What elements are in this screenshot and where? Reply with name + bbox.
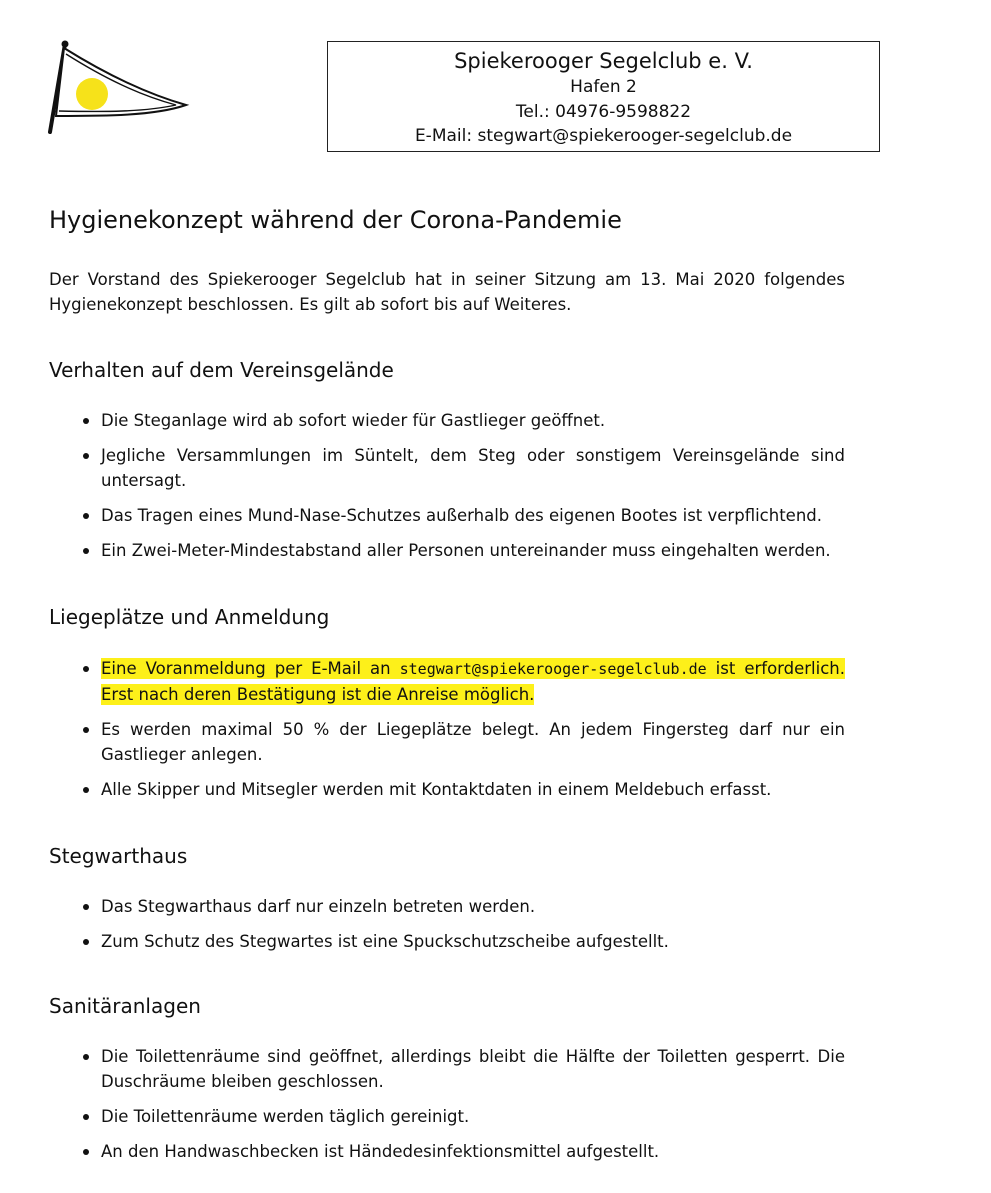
club-email: E-Mail: stegwart@spiekerooger-segelclub.de bbox=[414, 126, 793, 146]
highlight-text-before: Eine Voranmeldung per E-Mail an bbox=[101, 659, 400, 678]
club-address: Hafen 2 bbox=[570, 77, 637, 97]
list-item: Die Toilettenräume werden täglich gereinigt. bbox=[101, 1104, 845, 1129]
section-title-verhalten: Verhalten auf dem Vereinsgelände bbox=[49, 358, 394, 382]
intro-paragraph: Der Vorstand des Spiekerooger Segelclub hat in seiner Sitzung am 13. Mai 2020 folgendes Hygienekonzept beschlossen. Es gilt ab sofort bis auf Weiteres. bbox=[49, 270, 845, 314]
club-phone: Tel.: 04976-9598822 bbox=[515, 101, 692, 122]
section-list-liegeplaetze bbox=[101, 656, 845, 812]
list-item: Alle Skipper und Mitsegler werden mit Kontaktdaten in einem Meldebuch erfasst. bbox=[101, 777, 845, 802]
club-logo bbox=[44, 38, 194, 138]
list-item: An den Handwaschbecken ist Händedesinfektionsmittel aufgestellt. bbox=[101, 1139, 845, 1164]
section-list-stegwarthaus bbox=[101, 894, 845, 964]
section-list-sanitaer bbox=[101, 1044, 845, 1174]
list-item: Zum Schutz des Stegwartes ist eine Spuckschutzscheibe aufgestellt. bbox=[101, 929, 845, 954]
list-item: Es werden maximal 50 % der Liegeplätze belegt. An jedem Fingersteg darf nur ein Gastlieger anlegen. bbox=[101, 717, 845, 767]
section-title-stegwarthaus: Stegwarthaus bbox=[49, 844, 188, 868]
highlight-marker bbox=[101, 658, 845, 705]
list-item: Jegliche Versammlungen im Süntelt, dem Steg oder sonstigem Vereinsgelände sind untersagt. bbox=[101, 443, 845, 493]
email-link[interactable]: stegwart@spiekerooger-segelclub.de bbox=[399, 660, 707, 678]
section-list-verhalten bbox=[101, 408, 845, 573]
list-item: Ein Zwei-Meter-Mindestabstand aller Personen untereinander muss eingehalten werden. bbox=[101, 538, 845, 563]
flag-icon bbox=[44, 38, 194, 138]
club-name: Spiekerooger Segelclub e. V. bbox=[454, 49, 753, 73]
list-item: Das Stegwarthaus darf nur einzeln betreten werden. bbox=[101, 894, 845, 919]
list-item: Die Toilettenräume sind geöffnet, allerdings bleibt die Hälfte der Toiletten gesperrt. Die Duschräume bleiben geschlossen. bbox=[101, 1044, 845, 1094]
list-item: Das Tragen eines Mund-Nase-Schutzes außerhalb des eigenen Bootes ist verpflichtend. bbox=[101, 503, 845, 528]
list-item: Die Steganlage wird ab sofort wieder für Gastlieger geöffnet. bbox=[101, 408, 845, 433]
highlight-text-after: ist erforderlich. Erst nach deren Bestätigung ist die Anreise möglich. bbox=[101, 659, 846, 704]
club-contact-box bbox=[327, 41, 880, 152]
section-title-sanitaer: Sanitäranlagen bbox=[49, 994, 201, 1018]
section-title-liegeplaetze: Liegeplätze und Anmeldung bbox=[49, 605, 330, 629]
highlighted-list-item bbox=[101, 656, 845, 707]
document-title: Hygienekonzept während der Corona-Pandemie bbox=[49, 206, 622, 234]
